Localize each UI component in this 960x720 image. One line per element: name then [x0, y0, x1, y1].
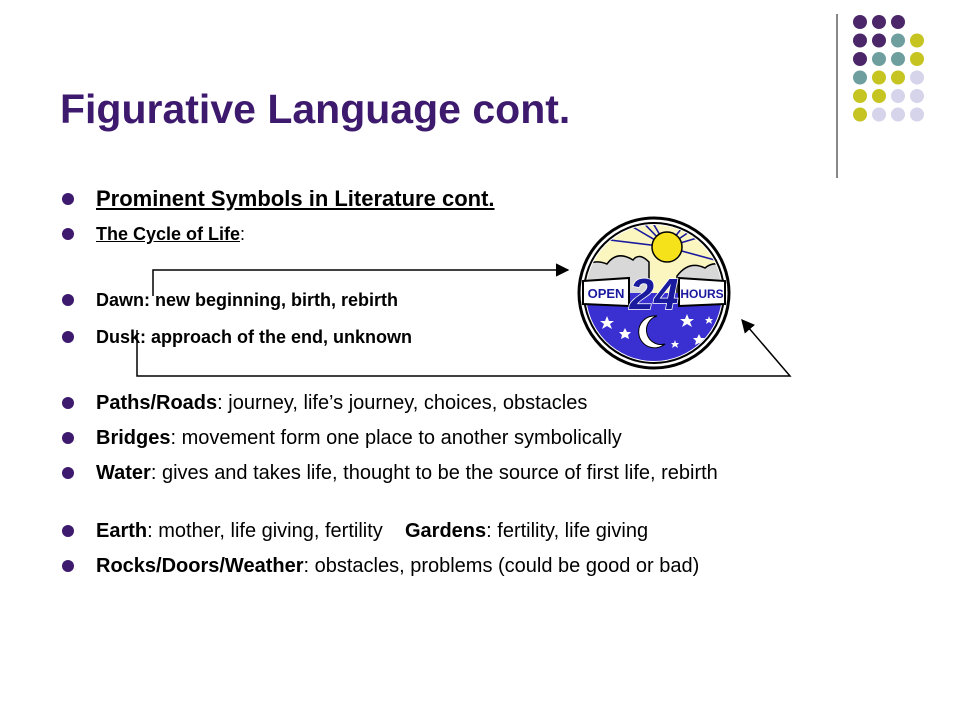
text-run: : obstacles, problems (could be good or bad): [303, 555, 700, 577]
text-run: Gardens: [405, 520, 487, 542]
text-run: The Cycle of Life: [96, 224, 241, 244]
text-run: Bridges: [96, 427, 171, 449]
text-run: Paths/Roads: [96, 392, 218, 414]
slide-title: Figurative Language cont.: [60, 86, 571, 132]
text-run: Dusk: approach of the end, unknown: [96, 327, 413, 347]
text-run: : movement form one place to another symbolically: [170, 427, 622, 449]
open-24-hours-sign: [577, 216, 731, 370]
text-run: Water: [96, 462, 151, 484]
text-run: : fertility, life giving: [486, 520, 649, 542]
sign-24-text: 24: [629, 270, 679, 319]
text-run: Earth: [96, 520, 148, 542]
sign-hours-text: HOURS: [680, 287, 724, 301]
text-run: Dawn: new beginning, birth, rebirth: [96, 290, 398, 310]
sign-open-text: OPEN: [587, 286, 625, 301]
text-run: : gives and takes life, thought to be the source of first life, rebirth: [150, 462, 718, 484]
text-run: Prominent Symbols in Literature cont.: [96, 186, 495, 211]
text-run: : mother, life giving, fertility: [147, 520, 405, 542]
arrow-to-sign: [153, 270, 568, 296]
text-run: :: [240, 224, 246, 244]
text-run: : journey, life’s journey, choices, obstacles: [217, 392, 588, 414]
text-run: Rocks/Doors/Weather: [96, 555, 304, 577]
